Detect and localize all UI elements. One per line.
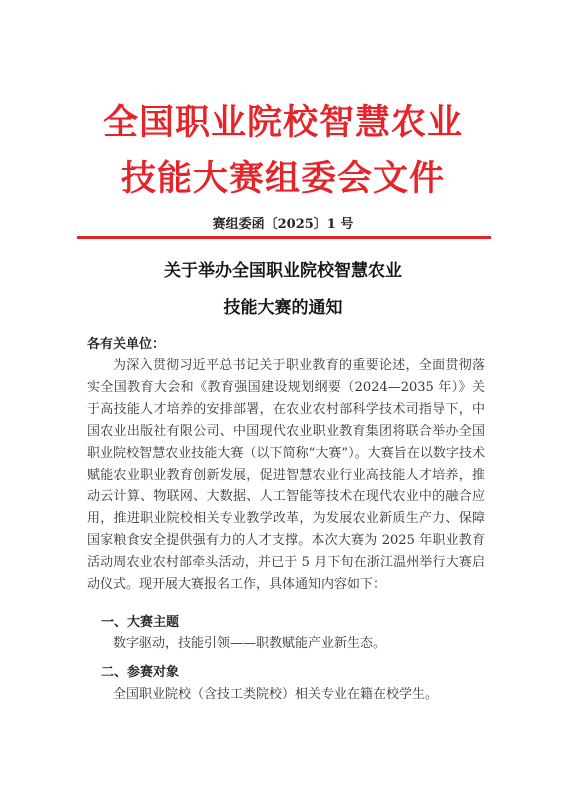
section-body-participants: 全国职业院校（含技工类院校）相关专业在籍在校学生。 [113, 687, 439, 702]
section-heading-participants: 二、参赛对象 [101, 665, 180, 680]
document-number: 赛组委函〔2025〕1 号 [212, 217, 354, 232]
section-heading-theme: 一、大赛主题 [101, 615, 180, 630]
notice-title-line-2: 技能大赛的通知 [223, 298, 343, 318]
body-paragraph: 为深入贯彻习近平总书记关于职业教育的重要论述，全面贯彻落实全国教育大会和《教育强国建设规划纲要（2024—2035 年）》关于高技能人才培养的安排部署，在农业农村部科学技术司指导下，中国农业出版社有限公司、中国现代农业职业教育集团将联合举办全国职业院校智慧农业技能大赛（以下简称“大赛”）。大赛旨在以数字技术赋能农业职业教育创新发展，促进智慧农业行业高技能人才培养，推动云计算、物联网、大数据、人工智能等技术在现代农业中的融合应用，推进职业院校相关专业教学改革，为发展农业新质生产力、保障国家粮食安全提供强有力的人才支撑。本次大赛为 2025 年职业教育活动周农业农村部牵头活动，并已于 5 月下旬在浙江温州举行大赛启动仪式。现开展大赛报名工作，具体通知内容如下： [87, 358, 485, 593]
section-body-theme: 数字驱动，技能引领——职教赋能产业新生态。 [113, 636, 387, 651]
salutation: 各有关单位： [87, 337, 166, 352]
letterhead-title-line-1: 全国职业院校智慧农业 [102, 103, 463, 143]
letterhead-title-line-2: 技能大赛组委会文件 [120, 159, 445, 199]
notice-title-line-1: 关于举办全国职业院校智慧农业 [164, 261, 402, 281]
red-divider [77, 236, 491, 239]
